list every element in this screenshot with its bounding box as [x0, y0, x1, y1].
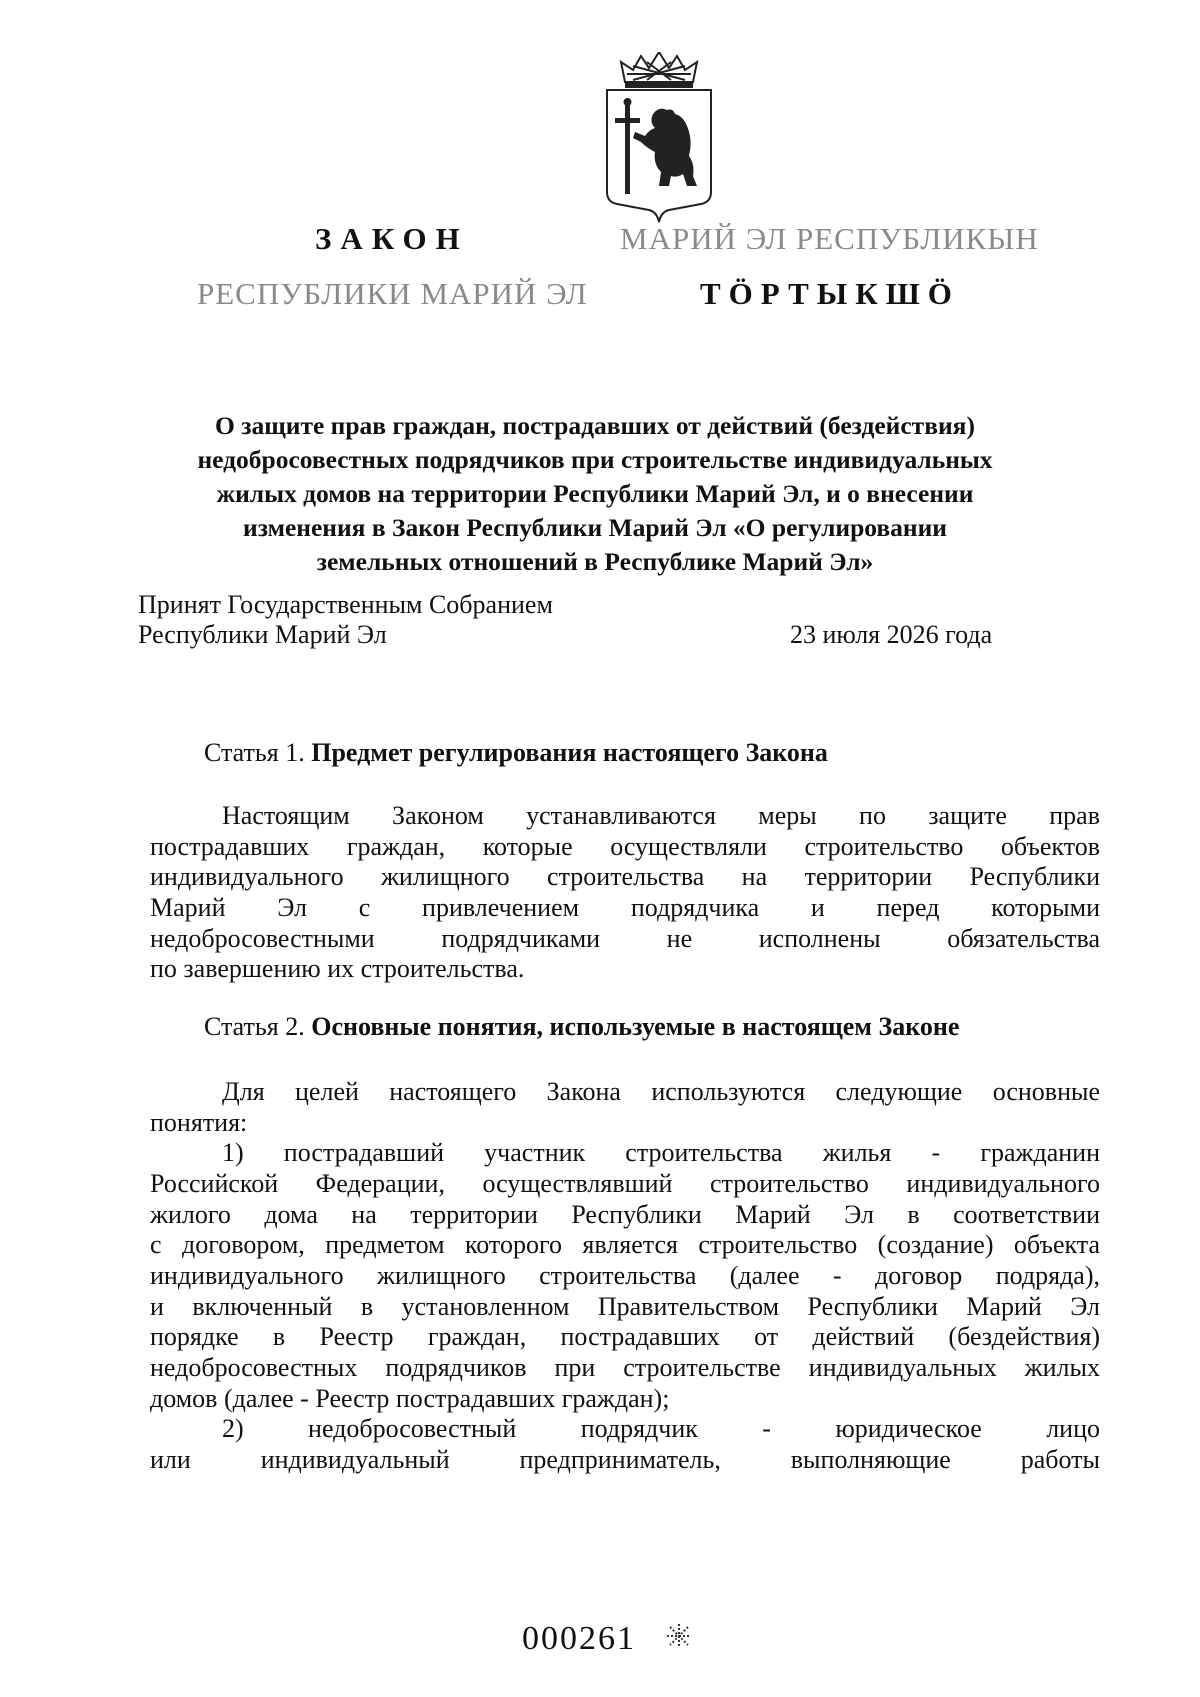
paragraph-line: Российской Федерации, осуществлявший строительство индивидуального: [150, 1169, 1100, 1198]
paragraph-line: Настоящим Законом устанавливаются меры по защите прав: [222, 801, 1100, 830]
adoption-date: 23 июля 2026 года: [790, 620, 993, 649]
law-title: [150, 409, 1040, 579]
paragraph-line: и включенный в установленном Правительством Республики Марий Эл: [150, 1292, 1100, 1321]
paragraph-line: Для целей настоящего Закона используются следующие основные: [222, 1077, 1100, 1106]
title-line: О защите прав граждан, пострадавших от действий (бездействия): [215, 411, 975, 440]
title-line: изменения в Закон Республики Марий Эл «О регулировании: [243, 513, 947, 542]
paragraph-line: 1) пострадавший участник строительства жилья - гражданин: [222, 1138, 1100, 1167]
paragraph-line: по завершению их строительства.: [150, 954, 525, 983]
asterisk-stamp-icon: [665, 1622, 693, 1650]
republic-name-ru: РЕСПУБЛИКИ МАРИЙ ЭЛ: [197, 276, 588, 311]
law-title-mari: ТӦРТЫКШӦ: [700, 276, 960, 311]
paragraph-line: индивидуального жилищного строительства на территории Республики: [150, 862, 1100, 891]
article-title: Предмет регулирования настоящего Закона: [311, 738, 828, 767]
paragraph-line: индивидуального жилищного строительства (далее - договор подряда),: [150, 1261, 1100, 1290]
article-2-heading: [204, 1012, 959, 1042]
article-number: Статья 2.: [204, 1012, 305, 1041]
coat-of-arms-icon: [603, 52, 715, 224]
paragraph-line: понятия:: [150, 1108, 248, 1137]
paragraph-line: порядке в Реестр граждан, пострадавших от действий (бездействия): [150, 1322, 1100, 1351]
adoption-line-2: Республики Марий Эл: [138, 620, 387, 649]
law-title-ru: ЗАКОН: [315, 221, 469, 256]
paragraph-line: недобросовестных подрядчиков при строительстве индивидуальных жилых: [150, 1353, 1100, 1382]
paragraph-line: домов (далее - Реестр пострадавших граждан);: [150, 1384, 670, 1413]
paragraph-line: с договором, предметом которого является строительство (создание) объекта: [150, 1230, 1100, 1259]
title-line: жилых домов на территории Республики Марий Эл, и о внесении: [216, 479, 974, 508]
paragraph-line: пострадавших граждан, которые осуществляли строительство объектов: [150, 832, 1100, 861]
title-line: земельных отношений в Республике Марий Эл»: [316, 547, 874, 576]
paragraph-line: Марий Эл с привлечением подрядчика и перед которыми: [150, 893, 1100, 922]
paragraph-line: 2) недобросовестный подрядчик - юридическое лицо: [222, 1414, 1100, 1443]
document-number: 000261: [522, 1620, 636, 1657]
article-title: Основные понятия, используемые в настоящем Законе: [311, 1012, 960, 1041]
republic-name-mari: МАРИЙ ЭЛ РЕСПУБЛИКЫН: [620, 221, 1039, 256]
article-1-heading: [204, 738, 828, 768]
paragraph-line: или индивидуальный предприниматель, выполняющие работы: [150, 1445, 1100, 1474]
paragraph-line: недобросовестными подрядчиками не исполнены обязательства: [150, 924, 1100, 953]
title-line: недобросовестных подрядчиков при строительстве индивидуальных: [197, 445, 993, 474]
paragraph-line: жилого дома на территории Республики Марий Эл в соответствии: [150, 1200, 1100, 1229]
article-number: Статья 1.: [204, 738, 305, 767]
adoption-line-1: Принят Государственным Собранием: [138, 590, 553, 619]
